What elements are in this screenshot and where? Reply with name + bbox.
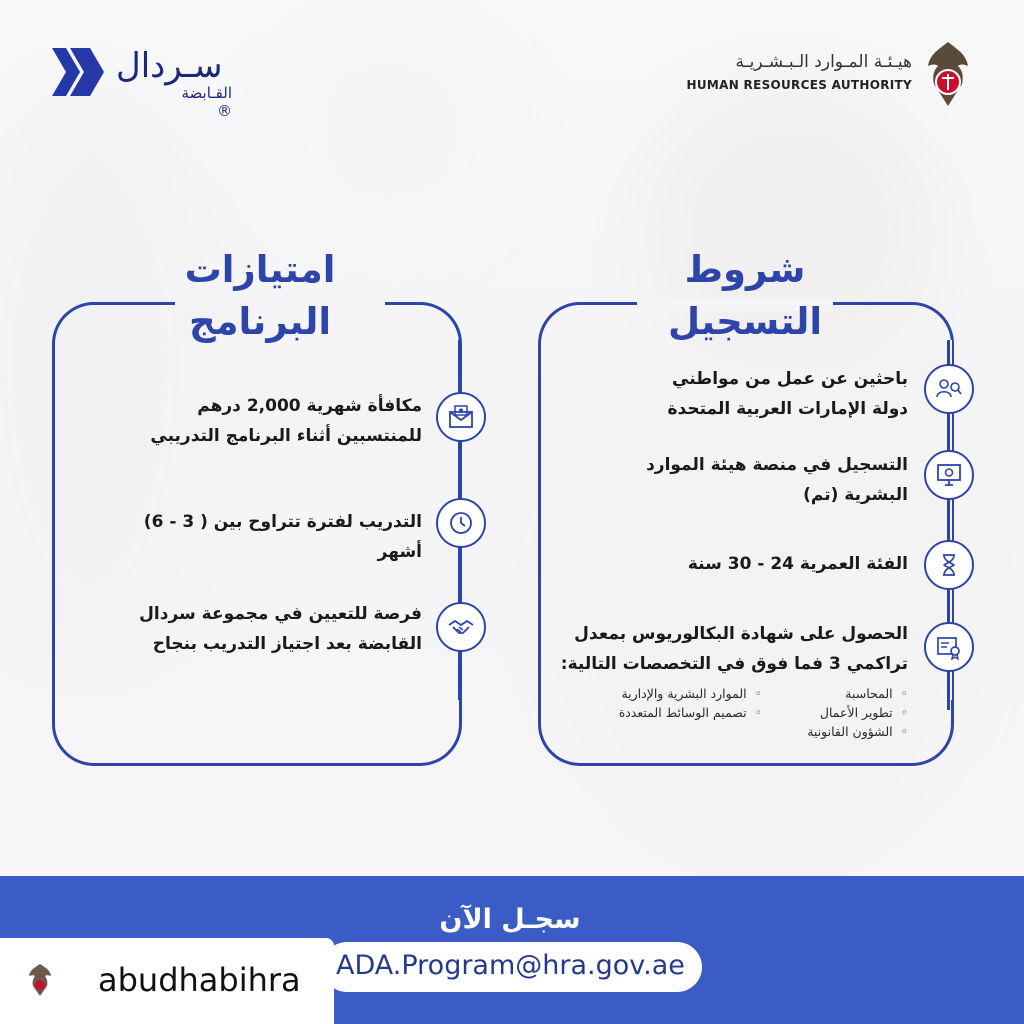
hra-name-arabic: هيـئـة المـوارد الـبـشـريـة [735,52,912,72]
list-item: ◦تصميم الوسائط المتعددة [618,705,762,720]
job-seekers-icon [924,364,974,414]
requirement-age-text: الفئة العمرية 24 - 30 سنة [687,554,908,574]
certificate-icon [924,622,974,672]
sirdal-logo [52,44,232,120]
monitor-settings-icon [924,450,974,500]
falcon-emblem-icon [924,40,972,110]
list-item: ◦تطوير الأعمال [819,705,908,720]
sirdal-logo-icon [52,44,104,100]
clock-icon [436,498,486,548]
benefits-title-line2: البرنامج [188,300,332,343]
hra-logo [652,40,972,112]
list-item: ◦المحاسبة [845,686,908,701]
requirements-title [630,244,860,348]
benefit-employment-text: فرصة للتعيين في مجموعة سردال القابضة بعد اجتياز التدريب بنجاح [139,604,422,654]
account-handle[interactable]: abudhabihra [98,961,301,999]
requirement-platform-text: التسجيل في منصة هيئة الموارد البشرية (تم) [646,455,908,505]
money-envelope-icon [436,392,486,442]
list-item: ◦الشؤون القانونية [807,724,908,739]
requirement-citizen-text: باحثين عن عمل من مواطني دولة الإمارات العربية المتحدة [667,369,908,419]
hra-name-english: HUMAN RESOURCES AUTHORITY [686,78,912,92]
sirdal-subtitle: القـابضة ® [181,84,232,120]
majors-list-col2 [570,684,762,722]
majors-list-col1 [760,684,908,741]
benefit-duration-text: التدريب لفترة تتراوح بين ( 3 - 6) أشهر [143,512,422,562]
email-link[interactable]: ADA.Program@hra.gov.ae [336,950,685,981]
requirement-degree-text: الحصول على شهادة البكالوريوس بمعدل تراكمي 3 فما فوق في التخصصات التالية: [560,624,908,674]
benefits-title-line1: امتيازات [184,248,336,291]
sirdal-name: سـردال [116,46,223,86]
benefits-title [140,244,380,348]
hourglass-icon [924,540,974,590]
register-now-button[interactable]: سجـل الآن [439,904,581,935]
hra-small-logo-icon [18,958,62,1002]
requirements-title-line1: شروط [684,248,806,291]
handshake-icon [436,602,486,652]
list-item: ◦الموارد البشرية والإدارية [621,686,762,701]
benefit-stipend-text: مكافأة شهرية 2,000 درهم للمنتسبين أثناء البرنامج التدريبي [150,396,422,446]
requirements-title-line2: التسجيل [667,300,823,343]
